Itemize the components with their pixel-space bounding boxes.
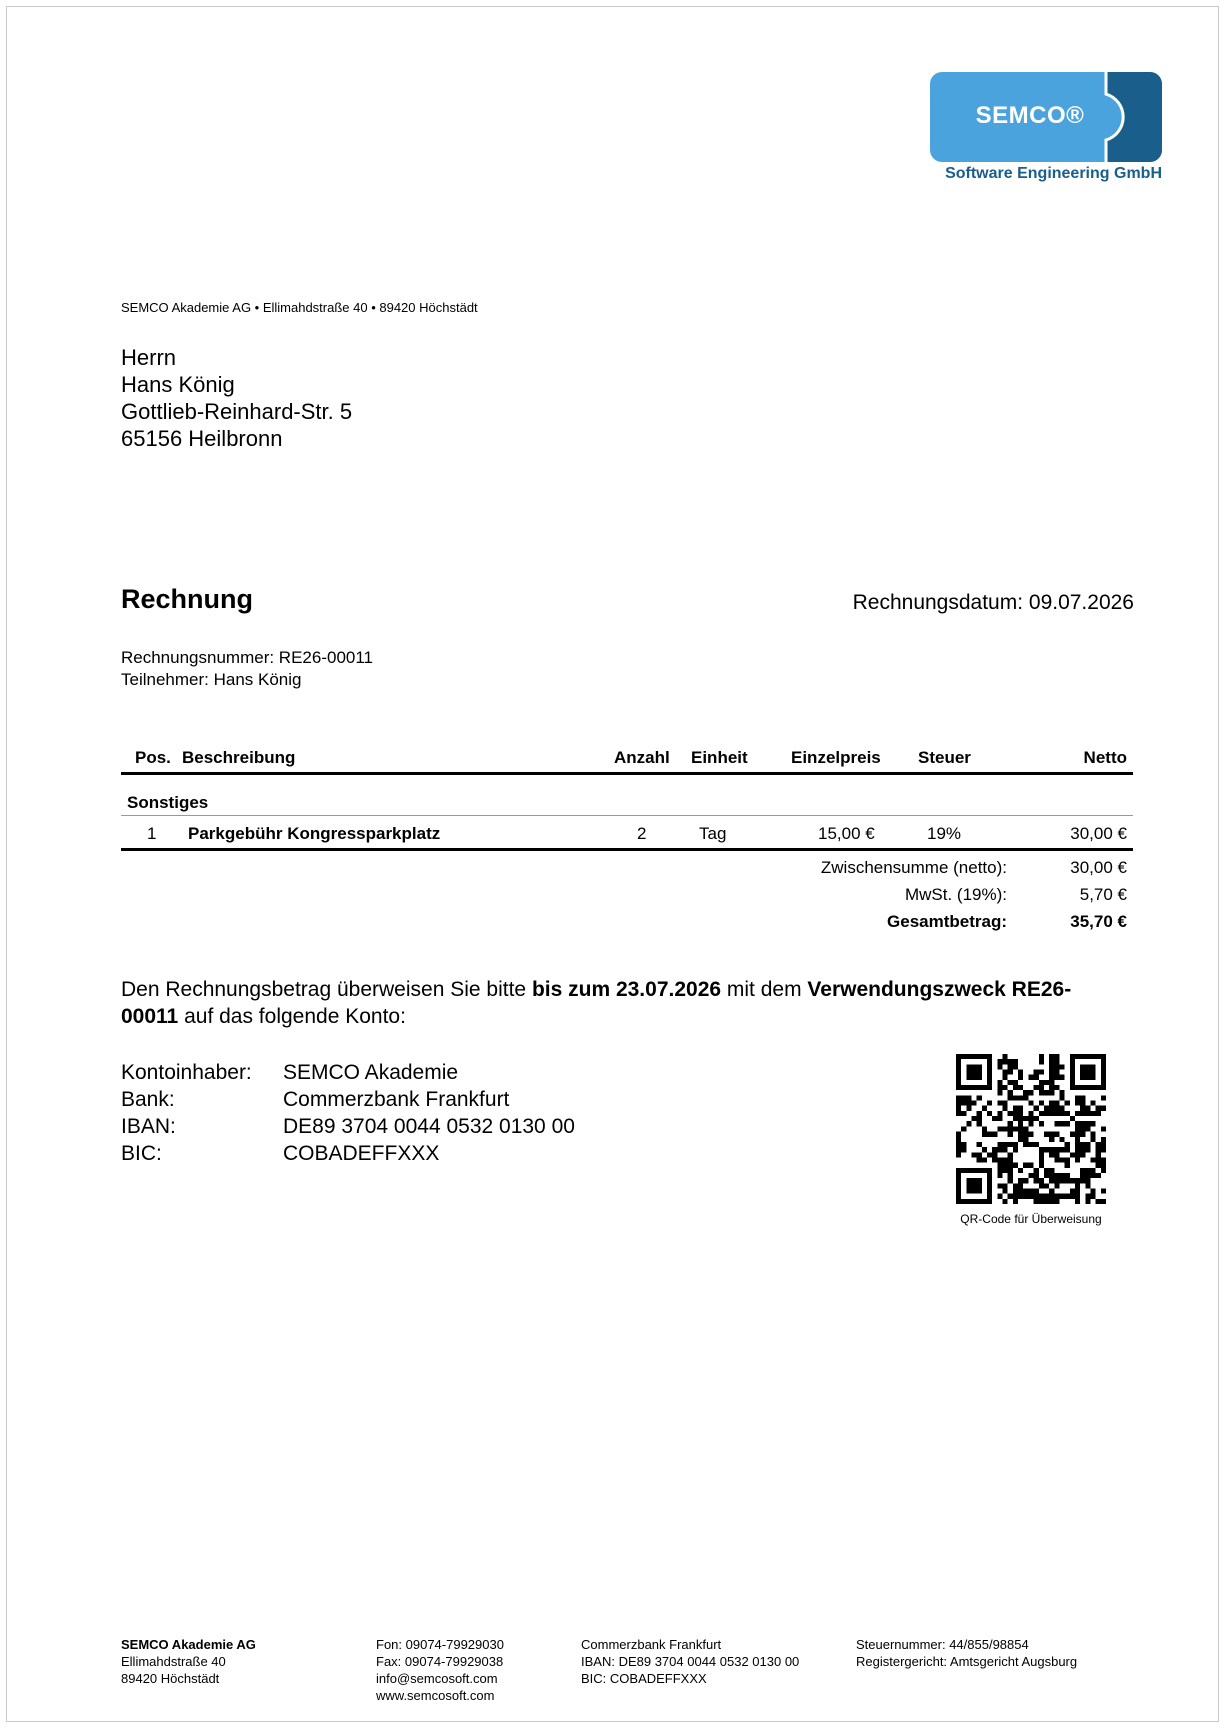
invoice-page xyxy=(6,6,1219,1722)
company-logo xyxy=(930,72,1162,184)
vat-value: 5,70 € xyxy=(1079,885,1127,904)
footer-company-name: SEMCO Akademie AG xyxy=(121,1637,256,1652)
cell-pos: 1 xyxy=(147,824,157,843)
instr-part-3: mit dem xyxy=(721,978,808,1001)
cell-tax: 19% xyxy=(927,824,962,843)
footer-bank xyxy=(581,1636,799,1687)
footer-legal xyxy=(856,1636,1077,1670)
invoice-table xyxy=(121,745,1133,851)
sender-line: SEMCO Akademie AG • Ellimahdstraße 40 • 89420 Höchstädt xyxy=(121,300,478,315)
cell-unit: Tag xyxy=(699,824,727,843)
qr-caption: QR-Code für Überweisung xyxy=(960,1212,1102,1226)
footer-register: Registergericht: Amtsgericht Augsburg xyxy=(856,1654,1078,1669)
instr-due-date: bis zum 23.07.2026 xyxy=(531,978,722,1001)
footer-bic: BIC: COBADEFFXXX xyxy=(581,1671,707,1686)
footer-website: www.semcosoft.com xyxy=(376,1688,495,1703)
recipient-street: Gottlieb-Reinhard-Str. 5 xyxy=(121,399,353,424)
bic-value: COBADEFFXXX xyxy=(283,1142,440,1165)
footer-phone: Fon: 09074-79929030 xyxy=(376,1637,504,1652)
qr-code-image xyxy=(956,1054,1106,1204)
group-label: Sonstiges xyxy=(127,793,209,812)
subtotal-value: 30,00 € xyxy=(1070,858,1127,877)
invoice-date: Rechnungsdatum: 09.07.2026 xyxy=(852,591,1134,614)
instr-reference: Verwendungszweck RE26-00011 xyxy=(121,978,1072,1028)
iban-value: DE89 3704 0044 0532 0130 00 xyxy=(283,1115,575,1138)
table-header xyxy=(121,745,1133,775)
footer-email: info@semcosoft.com xyxy=(376,1671,498,1686)
table-row xyxy=(121,816,1133,851)
vat-label: MwSt. (19%): xyxy=(904,885,1007,904)
cell-net: 30,00 € xyxy=(1070,824,1127,843)
cell-unit-price: 15,00 € xyxy=(818,824,875,843)
recipient-name: Hans König xyxy=(121,372,235,397)
total-value: 35,70 € xyxy=(1070,912,1127,931)
logo-brand: SEMCO® xyxy=(975,102,1085,129)
page-title: Rechnung xyxy=(121,584,253,614)
owner-value: SEMCO Akademie xyxy=(283,1061,459,1084)
recipient-address xyxy=(121,344,352,452)
header-quantity: Anzahl xyxy=(614,748,670,767)
footer-fax: Fax: 09074-79929038 xyxy=(376,1654,504,1669)
bank-label: Bank: xyxy=(121,1088,175,1111)
invoice-meta xyxy=(121,647,373,691)
bic-label: BIC: xyxy=(121,1142,162,1165)
instr-part-1: Den Rechnungsbetrag überweisen Sie bitte xyxy=(121,978,532,1001)
total-label: Gesamtbetrag: xyxy=(887,912,1007,931)
table-group-row xyxy=(121,775,1133,816)
header-unit: Einheit xyxy=(691,748,748,767)
header-tax: Steuer xyxy=(918,748,971,767)
owner-label: Kontoinhaber: xyxy=(121,1061,252,1084)
recipient-city: 65156 Heilbronn xyxy=(121,426,283,451)
footer-iban: IBAN: DE89 3704 0044 0532 0130 00 xyxy=(581,1654,800,1669)
bank-details xyxy=(121,1059,575,1167)
recipient-salutation: Herrn xyxy=(121,345,177,370)
header-pos: Pos. xyxy=(135,748,171,767)
bank-value: Commerzbank Frankfurt xyxy=(283,1088,510,1111)
participant: Teilnehmer: Hans König xyxy=(121,670,302,689)
instr-part-5: auf das folgende Konto: xyxy=(178,1005,406,1028)
header-description: Beschreibung xyxy=(182,748,296,767)
header-net: Netto xyxy=(1083,748,1127,767)
footer-company xyxy=(121,1636,256,1687)
header-unit-price: Einzelpreis xyxy=(791,748,881,767)
footer-contact xyxy=(376,1636,504,1704)
footer-bank-name: Commerzbank Frankfurt xyxy=(581,1637,722,1652)
cell-description: Parkgebühr Kongressparkplatz xyxy=(188,824,441,843)
footer-company-city: 89420 Höchstädt xyxy=(121,1671,220,1686)
payment-instructions xyxy=(121,976,1081,1030)
footer-company-street: Ellimahdstraße 40 xyxy=(121,1654,226,1669)
logo-subtitle: Software Engineering GmbH xyxy=(945,165,1162,182)
footer-tax-number: Steuernummer: 44/855/98854 xyxy=(856,1637,1029,1652)
cell-quantity: 2 xyxy=(637,824,647,843)
invoice-number: Rechnungsnummer: RE26-00011 xyxy=(121,648,373,667)
subtotal-label: Zwischensumme (netto): xyxy=(820,858,1007,877)
iban-label: IBAN: xyxy=(121,1115,176,1138)
